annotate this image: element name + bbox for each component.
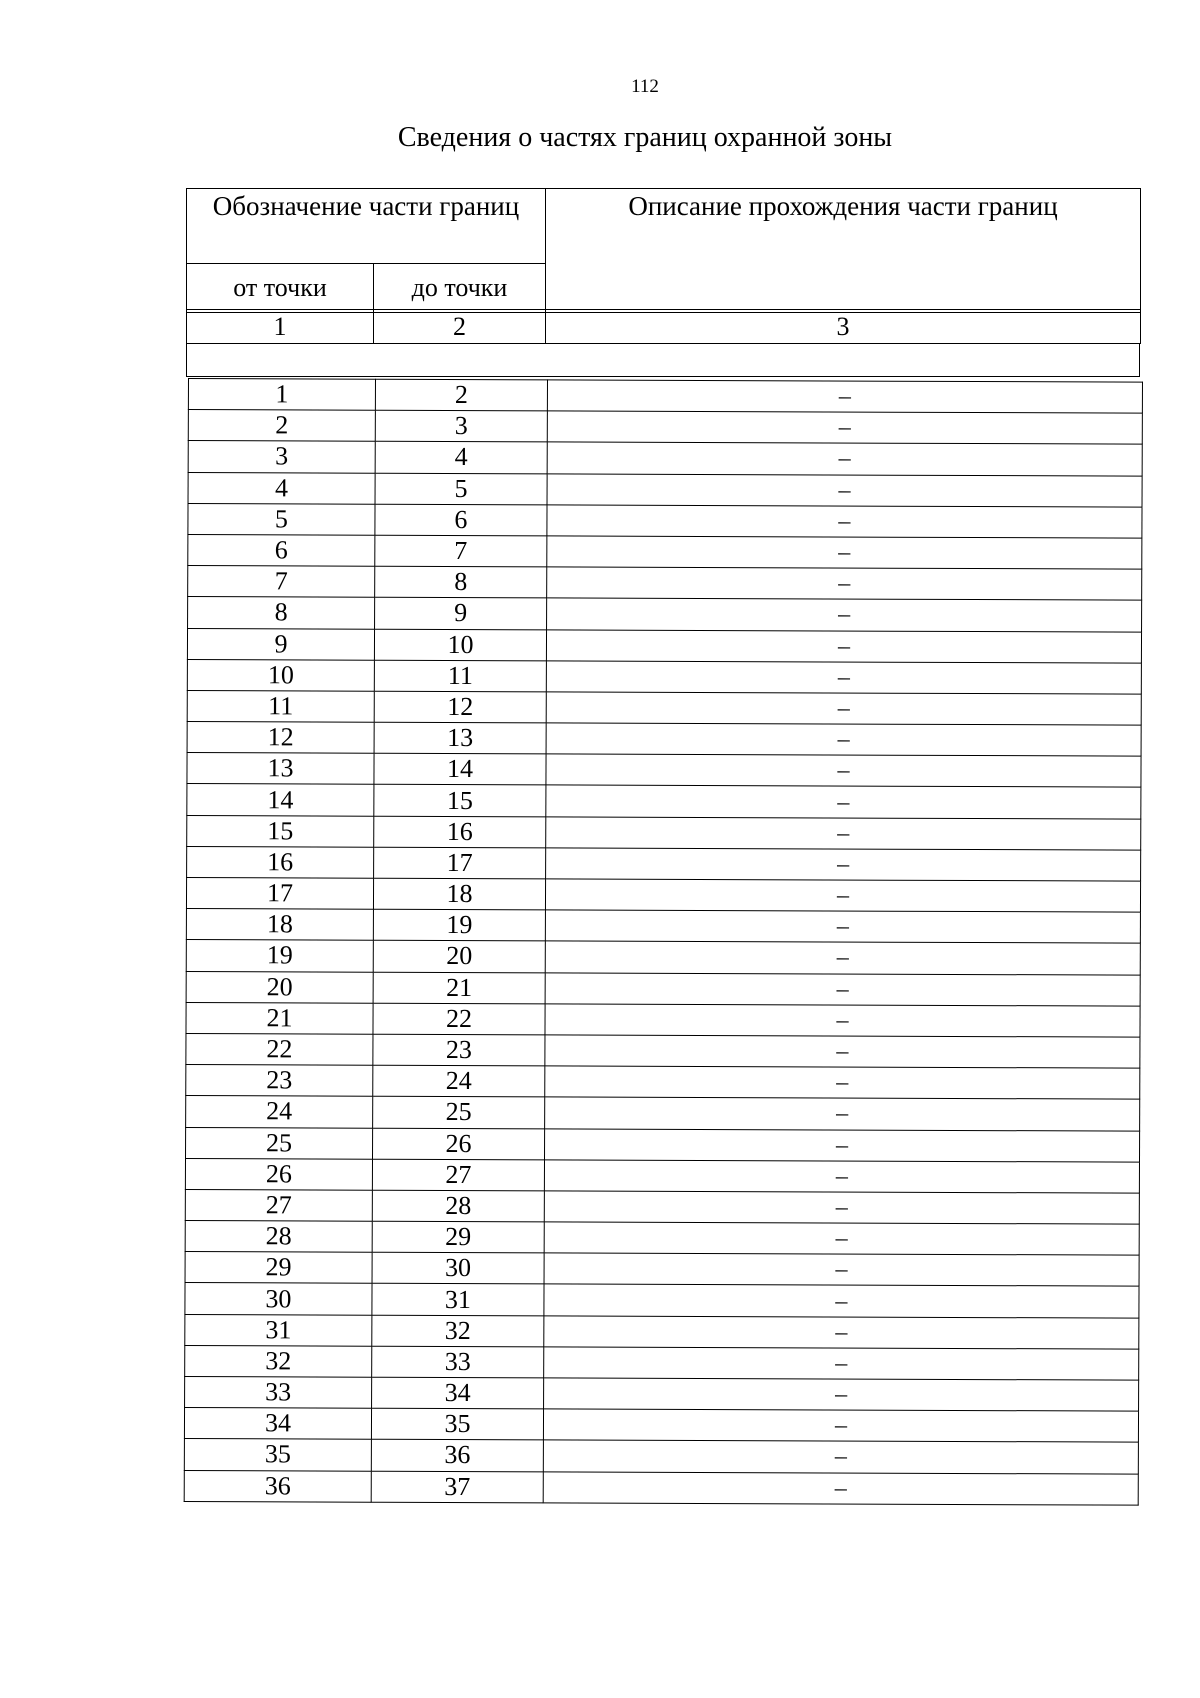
- table-row: [184, 1470, 1138, 1505]
- from-point-cell: 13: [187, 753, 374, 785]
- from-point-cell: 26: [185, 1158, 372, 1190]
- to-point-cell: 15: [374, 785, 546, 817]
- to-point-cell: 37: [371, 1471, 543, 1503]
- designation-header: Обозначение части границ: [187, 189, 546, 264]
- table-row: [185, 1221, 1139, 1256]
- table-row: [185, 1189, 1139, 1224]
- description-cell: –: [544, 1378, 1139, 1411]
- table-row: [188, 503, 1142, 538]
- to-point-cell: 11: [374, 660, 546, 692]
- from-point-cell: 14: [187, 784, 374, 816]
- from-point-cell: 12: [187, 722, 374, 754]
- description-cell: –: [544, 1284, 1139, 1317]
- to-point-cell: 2: [375, 379, 547, 411]
- description-cell: –: [547, 598, 1142, 631]
- table-row: [188, 379, 1142, 414]
- from-point-cell: 18: [186, 909, 373, 941]
- to-point-cell: 18: [373, 878, 545, 910]
- to-point-cell: 20: [373, 941, 545, 973]
- from-point-cell: 22: [186, 1033, 373, 1065]
- table-row: [187, 722, 1141, 757]
- table-header: [186, 188, 1141, 313]
- from-point-cell: 2: [188, 410, 375, 442]
- to-point-cell: 29: [372, 1221, 544, 1253]
- to-point-cell: 12: [374, 691, 546, 723]
- to-point-cell: 27: [372, 1159, 544, 1191]
- table-row: [186, 940, 1140, 975]
- to-point-cell: 36: [371, 1440, 543, 1472]
- to-point-cell: 16: [374, 816, 546, 848]
- description-cell: –: [545, 879, 1140, 912]
- description-header: Описание прохождения части границ: [546, 189, 1141, 313]
- to-point-cell: 3: [375, 410, 547, 442]
- description-cell: –: [547, 536, 1142, 569]
- from-point-header: от точки: [187, 264, 374, 313]
- description-cell: –: [547, 505, 1142, 538]
- to-point-cell: 13: [374, 722, 546, 754]
- description-cell: –: [547, 380, 1142, 413]
- to-point-header: до точки: [374, 264, 546, 313]
- from-point-cell: 1: [188, 379, 375, 411]
- description-cell: –: [547, 567, 1142, 600]
- table-row: [188, 566, 1142, 601]
- from-point-cell: 24: [186, 1096, 373, 1128]
- from-point-cell: 20: [186, 971, 373, 1003]
- to-point-cell: 31: [372, 1284, 544, 1316]
- from-point-cell: 30: [185, 1283, 372, 1315]
- to-point-cell: 5: [375, 473, 547, 505]
- to-point-cell: 19: [373, 909, 545, 941]
- table-row: [187, 784, 1141, 819]
- column-numbers-row: [186, 309, 1141, 344]
- page-title: Сведения о частях границ охранной зоны: [397, 122, 893, 153]
- to-point-cell: 10: [374, 629, 546, 661]
- description-cell: –: [546, 754, 1141, 787]
- table-row: [185, 1314, 1139, 1349]
- table-row: [185, 1158, 1139, 1193]
- table-row: [185, 1376, 1139, 1411]
- page-number: 112: [631, 76, 659, 97]
- to-point-cell: 7: [375, 535, 547, 567]
- description-cell: –: [544, 1315, 1139, 1348]
- boundary-parts-table: [184, 378, 1143, 1505]
- from-point-cell: 21: [186, 1002, 373, 1034]
- from-point-cell: 32: [185, 1345, 372, 1377]
- description-cell: –: [545, 910, 1140, 943]
- from-point-cell: 28: [185, 1221, 372, 1253]
- from-point-cell: 23: [186, 1065, 373, 1097]
- table-row: [185, 1252, 1139, 1287]
- from-point-cell: 35: [184, 1439, 371, 1471]
- to-point-cell: 23: [373, 1034, 545, 1066]
- from-point-cell: 33: [185, 1376, 372, 1408]
- table-row: [186, 1033, 1140, 1068]
- description-cell: –: [544, 1347, 1139, 1380]
- description-cell: –: [545, 972, 1140, 1005]
- table-row: [188, 441, 1142, 476]
- table-row: [184, 1439, 1138, 1474]
- description-cell: –: [546, 848, 1141, 881]
- from-point-cell: 15: [187, 815, 374, 847]
- description-cell: –: [543, 1471, 1138, 1504]
- description-cell: –: [544, 1253, 1139, 1286]
- table-row: [185, 1345, 1139, 1380]
- table-row: [186, 1096, 1140, 1131]
- from-point-cell: 34: [184, 1408, 371, 1440]
- to-point-cell: 14: [374, 753, 546, 785]
- description-cell: –: [545, 941, 1140, 974]
- to-point-cell: 17: [374, 847, 546, 879]
- from-point-cell: 3: [188, 441, 375, 473]
- table-row: [188, 472, 1142, 507]
- to-point-cell: 30: [372, 1252, 544, 1284]
- from-point-cell: 31: [185, 1314, 372, 1346]
- description-cell: –: [545, 1097, 1140, 1130]
- from-point-cell: 36: [184, 1470, 371, 1502]
- to-point-cell: 33: [372, 1346, 544, 1378]
- description-cell: –: [545, 1004, 1140, 1037]
- description-cell: –: [547, 411, 1142, 444]
- to-point-cell: 24: [373, 1065, 545, 1097]
- table-row: [187, 815, 1141, 850]
- table-row: [187, 659, 1141, 694]
- table-row: [186, 877, 1140, 912]
- table-row: [185, 1283, 1139, 1318]
- description-cell: –: [546, 785, 1141, 818]
- table-row: [187, 846, 1141, 881]
- from-point-cell: 7: [188, 566, 375, 598]
- description-cell: –: [545, 1128, 1140, 1161]
- table-body: [184, 379, 1142, 1505]
- from-point-cell: 11: [187, 690, 374, 722]
- description-cell: –: [547, 442, 1142, 475]
- description-cell: –: [546, 817, 1141, 850]
- from-point-cell: 27: [185, 1189, 372, 1221]
- column-number: 3: [546, 310, 1141, 344]
- table-row: [186, 909, 1140, 944]
- description-cell: –: [544, 1191, 1139, 1224]
- table-row: [187, 690, 1141, 725]
- to-point-cell: 25: [373, 1097, 545, 1129]
- table-row: [187, 628, 1141, 663]
- to-point-cell: 4: [375, 442, 547, 474]
- table-row: [186, 971, 1140, 1006]
- description-cell: –: [546, 661, 1141, 694]
- to-point-cell: 32: [372, 1315, 544, 1347]
- table-row: [186, 1127, 1140, 1162]
- empty-separator-row: [186, 343, 1140, 377]
- description-cell: –: [546, 723, 1141, 756]
- description-cell: –: [543, 1409, 1138, 1442]
- from-point-cell: 5: [188, 503, 375, 535]
- from-point-cell: 16: [187, 846, 374, 878]
- to-point-cell: 35: [371, 1408, 543, 1440]
- description-cell: –: [547, 473, 1142, 506]
- table-row: [188, 410, 1142, 445]
- table-row: [187, 753, 1141, 788]
- to-point-cell: 28: [372, 1190, 544, 1222]
- to-point-cell: 9: [375, 598, 547, 630]
- from-point-cell: 9: [187, 628, 374, 660]
- table-row: [184, 1408, 1138, 1443]
- table-row: [188, 597, 1142, 632]
- to-point-cell: 34: [372, 1377, 544, 1409]
- table-row: [188, 534, 1142, 569]
- to-point-cell: 26: [373, 1128, 545, 1160]
- from-point-cell: 6: [188, 534, 375, 566]
- from-point-cell: 17: [186, 877, 373, 909]
- table-row: [186, 1002, 1140, 1037]
- description-cell: –: [543, 1440, 1138, 1473]
- table-row: [186, 1065, 1140, 1100]
- to-point-cell: 6: [375, 504, 547, 536]
- from-point-cell: 8: [188, 597, 375, 629]
- description-cell: –: [544, 1222, 1139, 1255]
- description-cell: –: [544, 1160, 1139, 1193]
- from-point-cell: 25: [186, 1127, 373, 1159]
- description-cell: –: [545, 1066, 1140, 1099]
- column-number: 1: [187, 310, 374, 344]
- to-point-cell: 22: [373, 1003, 545, 1035]
- column-number: 2: [374, 310, 546, 344]
- empty-cell: [187, 344, 1140, 377]
- from-point-cell: 4: [188, 472, 375, 504]
- description-cell: –: [546, 692, 1141, 725]
- to-point-cell: 21: [373, 972, 545, 1004]
- from-point-cell: 29: [185, 1252, 372, 1284]
- from-point-cell: 19: [186, 940, 373, 972]
- to-point-cell: 8: [375, 566, 547, 598]
- from-point-cell: 10: [187, 659, 374, 691]
- description-cell: –: [546, 629, 1141, 662]
- description-cell: –: [545, 1035, 1140, 1068]
